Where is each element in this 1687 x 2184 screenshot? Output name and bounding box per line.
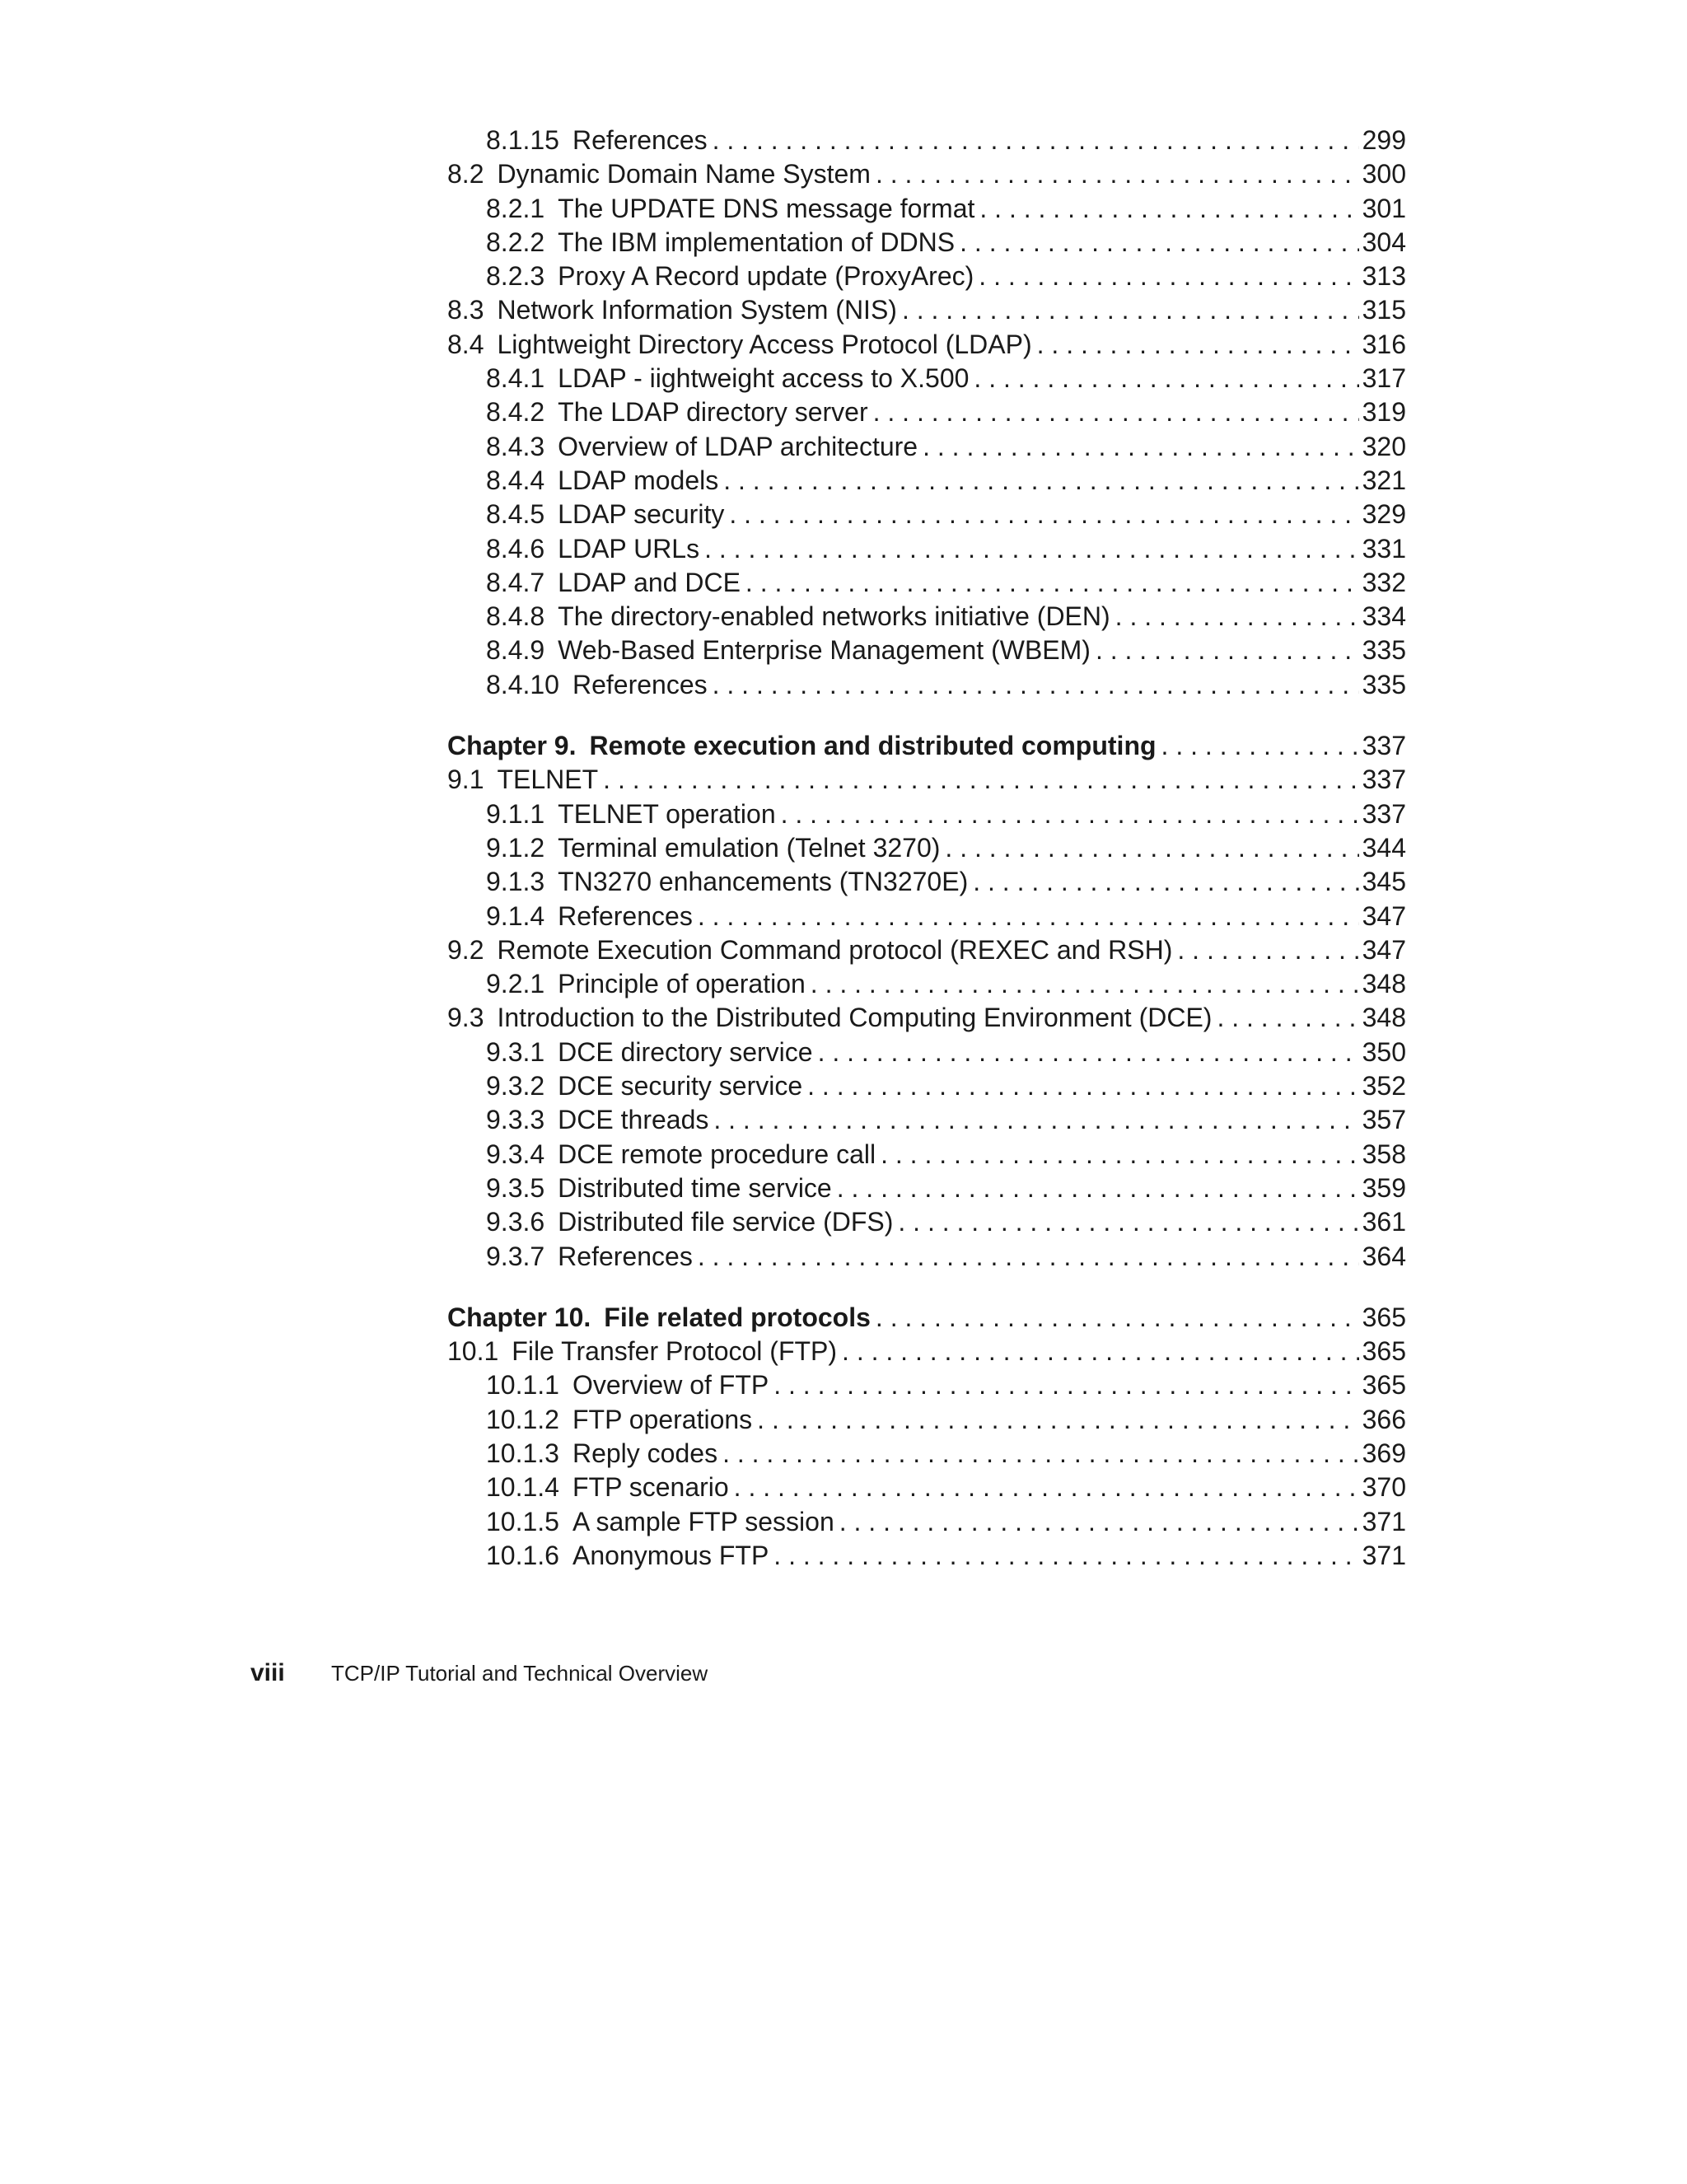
toc-entry-number: 8.4.1 bbox=[486, 363, 545, 394]
toc-entry[interactable] bbox=[447, 933, 1406, 967]
toc-entry-page: 369 bbox=[1362, 1438, 1406, 1468]
toc-entry-number: 8.4.2 bbox=[486, 397, 545, 428]
toc-entry-title: LDAP - iightweight access to X.500 bbox=[558, 363, 970, 394]
toc-entry-title: Remote Execution Command protocol (REXEC and RSH) bbox=[497, 934, 1173, 965]
toc-entry-title: DCE threads bbox=[558, 1105, 709, 1135]
toc-entry-title: FTP scenario bbox=[572, 1472, 729, 1503]
toc-entry-title: References bbox=[558, 1241, 693, 1271]
toc-entry[interactable] bbox=[447, 1335, 1406, 1368]
toc-entry-page: 301 bbox=[1362, 193, 1406, 223]
toc-entry-page: 361 bbox=[1362, 1207, 1406, 1237]
toc-entry-page: 371 bbox=[1362, 1540, 1406, 1570]
dot-leader bbox=[1115, 600, 1359, 634]
toc-entry-page: 370 bbox=[1362, 1472, 1406, 1503]
toc-entry-title: Proxy A Record update (ProxyArec) bbox=[558, 261, 974, 292]
dot-leader bbox=[923, 430, 1359, 464]
toc-entry[interactable] bbox=[447, 1103, 1406, 1137]
toc-entry-number: 9.3.7 bbox=[486, 1241, 545, 1271]
toc-entry-page: 332 bbox=[1362, 567, 1406, 597]
dot-leader bbox=[1217, 1001, 1358, 1035]
toc-entry[interactable] bbox=[447, 1437, 1406, 1471]
toc-entry[interactable] bbox=[447, 226, 1406, 260]
toc-entry-title: DCE security service bbox=[558, 1071, 803, 1101]
toc-entry[interactable] bbox=[447, 634, 1406, 667]
toc-entry-title: The directory-enabled networks initiative (DEN) bbox=[558, 601, 1110, 632]
dot-leader bbox=[698, 1240, 1359, 1274]
dot-leader bbox=[729, 498, 1358, 531]
dot-leader bbox=[974, 362, 1358, 395]
toc-entry[interactable] bbox=[447, 1505, 1406, 1539]
toc-entry-number: 9.1.4 bbox=[486, 900, 545, 931]
toc-entry[interactable] bbox=[447, 430, 1406, 464]
toc-entry-number: 10.1.6 bbox=[486, 1540, 559, 1570]
toc-entry-page: 334 bbox=[1362, 601, 1406, 632]
toc-entry-number: 8.4 bbox=[447, 329, 484, 359]
toc-entry[interactable] bbox=[447, 1403, 1406, 1437]
dot-leader bbox=[960, 226, 1358, 260]
toc-entry-title: Web-Based Enterprise Management (WBEM) bbox=[558, 635, 1091, 666]
toc-entry-number: 9.1.2 bbox=[486, 832, 545, 863]
toc-entry-number: 9.3.5 bbox=[486, 1172, 545, 1203]
toc-entry-number: 10.1.3 bbox=[486, 1438, 559, 1468]
book-title: TCP/IP Tutorial and Technical Overview bbox=[331, 1661, 708, 1686]
toc-entry-number: 8.4.5 bbox=[486, 499, 545, 530]
toc-entry[interactable] bbox=[447, 797, 1406, 831]
toc-entry-page: 319 bbox=[1362, 397, 1406, 428]
toc-entry[interactable] bbox=[447, 464, 1406, 498]
toc-entry-page: 329 bbox=[1362, 499, 1406, 530]
toc-entry-number: 9.1 bbox=[447, 765, 484, 795]
toc-entry-number: 8.4.9 bbox=[486, 635, 545, 666]
dot-leader bbox=[1177, 933, 1358, 967]
dot-leader bbox=[723, 464, 1358, 498]
toc-entry[interactable] bbox=[447, 1036, 1406, 1069]
dot-leader bbox=[873, 395, 1359, 429]
toc-entry[interactable] bbox=[447, 1240, 1406, 1274]
toc-entry-page: 365 bbox=[1362, 1336, 1406, 1367]
dot-leader bbox=[734, 1471, 1359, 1504]
dot-leader bbox=[876, 1301, 1359, 1335]
toc-entry-title: Distributed time service bbox=[558, 1172, 832, 1203]
toc-entry-page: 300 bbox=[1362, 159, 1406, 189]
toc-entry[interactable] bbox=[447, 1172, 1406, 1205]
toc-entry-page: 348 bbox=[1362, 969, 1406, 999]
dot-leader bbox=[973, 865, 1358, 899]
toc-entry-number: 8.4.8 bbox=[486, 601, 545, 632]
toc-entry-title: References bbox=[572, 669, 708, 699]
toc-entry-number: 9.3 bbox=[447, 1003, 484, 1033]
toc-entry-number: 9.2 bbox=[447, 934, 484, 965]
toc-entry[interactable] bbox=[447, 1138, 1406, 1172]
toc-entry-page: 364 bbox=[1362, 1241, 1406, 1271]
toc-entry-number: 8.2 bbox=[447, 159, 484, 189]
dot-leader bbox=[1096, 634, 1359, 667]
toc-entry[interactable] bbox=[447, 1471, 1406, 1504]
toc-entry-title: Remote execution and distributed computing bbox=[589, 731, 1157, 761]
toc-entry-page: 316 bbox=[1362, 329, 1406, 359]
toc-entry-number: 9.3.2 bbox=[486, 1071, 545, 1101]
toc-entry-page: 357 bbox=[1362, 1105, 1406, 1135]
toc-entry-number: 8.2.3 bbox=[486, 261, 545, 292]
dot-leader bbox=[698, 900, 1359, 933]
toc-entry-page: 348 bbox=[1362, 1003, 1406, 1033]
toc-entry-number: Chapter 9. bbox=[447, 731, 577, 761]
toc-entry-number: 9.3.4 bbox=[486, 1139, 545, 1169]
toc-entry-page: 299 bbox=[1362, 125, 1406, 155]
dot-leader bbox=[818, 1036, 1359, 1069]
toc-entry-title: References bbox=[572, 125, 708, 155]
dot-leader bbox=[839, 1505, 1359, 1539]
dot-leader bbox=[773, 1368, 1358, 1402]
toc-entry-page: 347 bbox=[1362, 900, 1406, 931]
toc-entry-title: Dynamic Domain Name System bbox=[497, 159, 871, 189]
toc-entry-title: DCE directory service bbox=[558, 1036, 813, 1067]
toc-entry-page: 313 bbox=[1362, 261, 1406, 292]
toc-entry-title: Anonymous FTP bbox=[572, 1540, 769, 1570]
dot-leader bbox=[757, 1403, 1358, 1437]
dot-leader bbox=[979, 192, 1358, 226]
toc-chapter-entry[interactable] bbox=[447, 1301, 1406, 1335]
toc-entry[interactable] bbox=[447, 1001, 1406, 1035]
dot-leader bbox=[811, 967, 1359, 1001]
toc-entry[interactable] bbox=[447, 831, 1406, 865]
toc-entry[interactable] bbox=[447, 1069, 1406, 1103]
table-of-contents bbox=[447, 124, 1406, 1573]
dot-leader bbox=[807, 1069, 1358, 1103]
dot-leader bbox=[713, 1103, 1358, 1137]
toc-entry-page: 359 bbox=[1362, 1172, 1406, 1203]
toc-entry-page: 358 bbox=[1362, 1139, 1406, 1169]
toc-entry[interactable] bbox=[447, 1539, 1406, 1573]
toc-entry-page: 331 bbox=[1362, 533, 1406, 564]
toc-entry-number: 10.1.2 bbox=[486, 1404, 559, 1434]
toc-entry-title: LDAP security bbox=[558, 499, 725, 530]
toc-entry-page: 304 bbox=[1362, 227, 1406, 257]
toc-entry[interactable] bbox=[447, 763, 1406, 797]
toc-entry-page: 337 bbox=[1362, 798, 1406, 829]
toc-entry-title: LDAP and DCE bbox=[558, 567, 741, 597]
dot-leader bbox=[603, 763, 1358, 797]
toc-entry[interactable] bbox=[447, 668, 1406, 702]
toc-entry[interactable] bbox=[447, 900, 1406, 933]
toc-entry-number: 9.3.3 bbox=[486, 1105, 545, 1135]
toc-entry-number: 10.1 bbox=[447, 1336, 499, 1367]
dot-leader bbox=[722, 1437, 1359, 1471]
toc-entry[interactable] bbox=[447, 362, 1406, 395]
toc-entry-page: 365 bbox=[1362, 1370, 1406, 1401]
toc-entry-page: 365 bbox=[1362, 1302, 1406, 1332]
toc-entry[interactable] bbox=[447, 1205, 1406, 1239]
dot-leader bbox=[842, 1335, 1359, 1368]
dot-leader bbox=[945, 831, 1358, 865]
toc-entry[interactable] bbox=[447, 532, 1406, 566]
toc-entry-title: FTP operations bbox=[572, 1404, 753, 1434]
toc-entry[interactable] bbox=[447, 124, 1406, 157]
toc-entry-page: 344 bbox=[1362, 832, 1406, 863]
toc-entry-page: 352 bbox=[1362, 1071, 1406, 1101]
toc-entry-page: 345 bbox=[1362, 867, 1406, 897]
dot-leader bbox=[781, 797, 1359, 831]
toc-entry-number: 10.1.4 bbox=[486, 1472, 559, 1503]
toc-entry-number: Chapter 10. bbox=[447, 1302, 591, 1332]
toc-entry-page: 371 bbox=[1362, 1506, 1406, 1536]
dot-leader bbox=[837, 1172, 1359, 1205]
toc-entry-page: 315 bbox=[1362, 295, 1406, 325]
toc-entry-title: LDAP models bbox=[558, 465, 719, 495]
toc-entry-title: Introduction to the Distributed Computing Environment (DCE) bbox=[497, 1003, 1213, 1033]
toc-entry-title: Overview of LDAP architecture bbox=[558, 431, 918, 461]
toc-entry-title: DCE remote procedure call bbox=[558, 1139, 876, 1169]
toc-entry-page: 347 bbox=[1362, 934, 1406, 965]
toc-entry-title: The UPDATE DNS message format bbox=[558, 193, 975, 223]
toc-entry[interactable] bbox=[447, 967, 1406, 1001]
toc-entry-title: Reply codes bbox=[572, 1438, 718, 1468]
dot-leader bbox=[1037, 328, 1359, 362]
toc-entry-page: 335 bbox=[1362, 669, 1406, 699]
toc-entry-number: 8.1.15 bbox=[486, 125, 559, 155]
toc-entry-number: 8.2.1 bbox=[486, 193, 545, 223]
toc-entry-number: 10.1.1 bbox=[486, 1370, 559, 1401]
toc-entry[interactable] bbox=[447, 865, 1406, 899]
toc-entry-title: Distributed file service (DFS) bbox=[558, 1207, 894, 1237]
toc-entry-number: 9.1.1 bbox=[486, 798, 545, 829]
toc-entry-title: File Transfer Protocol (FTP) bbox=[512, 1336, 838, 1367]
dot-leader bbox=[898, 1205, 1358, 1239]
toc-entry-page: 366 bbox=[1362, 1404, 1406, 1434]
toc-chapter-entry[interactable] bbox=[447, 729, 1406, 763]
toc-entry-page: 350 bbox=[1362, 1036, 1406, 1067]
toc-entry-title: References bbox=[558, 900, 693, 931]
dot-leader bbox=[713, 668, 1359, 702]
toc-entry-title: TELNET operation bbox=[558, 798, 776, 829]
dot-leader bbox=[713, 124, 1359, 157]
toc-entry[interactable] bbox=[447, 260, 1406, 293]
toc-entry-title: File related protocols bbox=[604, 1302, 871, 1332]
toc-entry-number: 9.2.1 bbox=[486, 969, 545, 999]
dot-leader bbox=[704, 532, 1359, 566]
toc-entry-title: Principle of operation bbox=[558, 969, 806, 999]
toc-entry-title: Lightweight Directory Access Protocol (LDAP) bbox=[497, 329, 1032, 359]
toc-entry-number: 8.3 bbox=[447, 295, 484, 325]
toc-entry-title: Overview of FTP bbox=[572, 1370, 769, 1401]
toc-entry-number: 8.4.7 bbox=[486, 567, 545, 597]
dot-leader bbox=[745, 566, 1359, 600]
toc-entry-number: 9.3.1 bbox=[486, 1036, 545, 1067]
toc-entry-title: TN3270 enhancements (TN3270E) bbox=[558, 867, 969, 897]
toc-entry[interactable] bbox=[447, 192, 1406, 226]
toc-entry-title: Network Information System (NIS) bbox=[497, 295, 897, 325]
toc-entry-title: LDAP URLs bbox=[558, 533, 700, 564]
toc-entry-title: Terminal emulation (Telnet 3270) bbox=[558, 832, 941, 863]
dot-leader bbox=[876, 157, 1359, 191]
toc-entry[interactable] bbox=[447, 498, 1406, 531]
toc-entry-number: 8.4.6 bbox=[486, 533, 545, 564]
dot-leader bbox=[1161, 729, 1359, 763]
toc-entry-page: 321 bbox=[1362, 465, 1406, 495]
toc-entry-number: 8.4.3 bbox=[486, 431, 545, 461]
toc-entry[interactable] bbox=[447, 600, 1406, 634]
dot-leader bbox=[773, 1539, 1358, 1573]
toc-entry-page: 337 bbox=[1362, 731, 1406, 761]
toc-entry-title: A sample FTP session bbox=[572, 1506, 834, 1536]
toc-entry-number: 8.2.2 bbox=[486, 227, 545, 257]
page-footer bbox=[250, 1659, 708, 1687]
toc-entry-number: 9.1.3 bbox=[486, 867, 545, 897]
toc-entry[interactable] bbox=[447, 395, 1406, 429]
toc-entry-title: TELNET bbox=[497, 765, 599, 795]
toc-entry-page: 335 bbox=[1362, 635, 1406, 666]
page-number: viii bbox=[250, 1659, 285, 1686]
dot-leader bbox=[979, 260, 1358, 293]
toc-entry-number: 8.4.10 bbox=[486, 669, 559, 699]
toc-entry[interactable] bbox=[447, 328, 1406, 362]
toc-entry-page: 317 bbox=[1362, 363, 1406, 394]
toc-entry-page: 320 bbox=[1362, 431, 1406, 461]
toc-entry-title: The LDAP directory server bbox=[558, 397, 868, 428]
toc-entry-title: The IBM implementation of DDNS bbox=[558, 227, 956, 257]
toc-entry[interactable] bbox=[447, 1368, 1406, 1402]
toc-entry-page: 337 bbox=[1362, 765, 1406, 795]
toc-entry-number: 9.3.6 bbox=[486, 1207, 545, 1237]
dot-leader bbox=[881, 1138, 1359, 1172]
dot-leader bbox=[902, 293, 1359, 327]
toc-entry[interactable] bbox=[447, 293, 1406, 327]
toc-entry[interactable] bbox=[447, 566, 1406, 600]
toc-entry[interactable] bbox=[447, 157, 1406, 191]
toc-entry-number: 10.1.5 bbox=[486, 1506, 559, 1536]
toc-entry-number: 8.4.4 bbox=[486, 465, 545, 495]
